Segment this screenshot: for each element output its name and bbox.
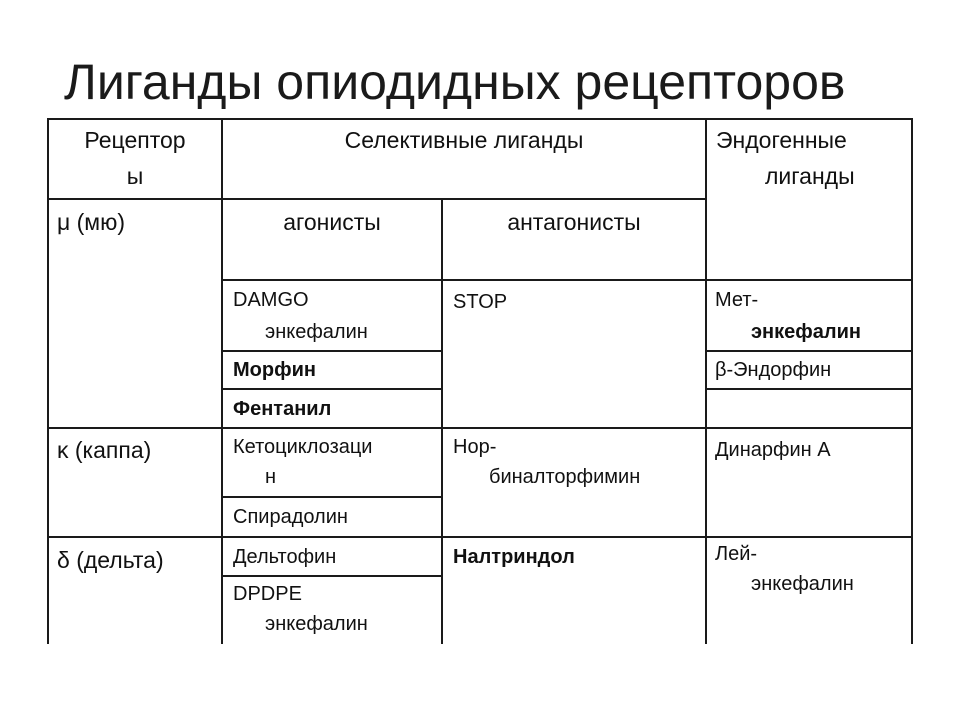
mu-endogenous-met-enkephalin: Мет- энкефалин xyxy=(715,289,861,343)
table-divider xyxy=(221,118,223,644)
delta-endogenous: Лей- энкефалин xyxy=(715,543,854,595)
table-divider xyxy=(221,496,443,498)
table-divider xyxy=(47,427,913,429)
kappa-agonist-ketocyclazocine: Кетоциклозаци н xyxy=(233,436,373,488)
receptor-mu: μ (мю) xyxy=(57,209,126,235)
kappa-endogenous: Динарфин А xyxy=(715,439,831,461)
table-divider xyxy=(47,198,707,200)
table-divider xyxy=(441,198,443,644)
table-border-top xyxy=(47,118,913,120)
header-selective-ligands: Селективные лиганды xyxy=(344,127,584,153)
table-divider xyxy=(705,388,913,390)
table-divider xyxy=(705,118,707,644)
header-receptors: Рецептор ы xyxy=(84,127,186,189)
delta-agonist-dpdpe: DPDPE энкефалин xyxy=(233,583,368,635)
mu-agonist-morphine: Морфин xyxy=(233,359,316,381)
table-divider xyxy=(221,575,443,577)
mu-agonist-damgo: DAMGO энкефалин xyxy=(233,289,368,343)
delta-agonist-deltorphin: Дельтофин xyxy=(233,546,337,568)
delta-antagonist: Налтриндол xyxy=(453,546,575,568)
receptor-kappa: κ (каппа) xyxy=(57,437,152,463)
header-endogenous-ligands: Эндогенные лиганды xyxy=(716,127,855,189)
receptor-delta: δ (дельта) xyxy=(57,547,164,573)
table-divider xyxy=(47,536,913,538)
mu-agonist-fentanyl: Фентанил xyxy=(233,398,332,420)
table-border-right xyxy=(911,118,913,644)
header-antagonists: антагонисты xyxy=(507,209,641,235)
kappa-antagonist: Нор- биналторфимин xyxy=(453,436,641,488)
header-agonists: агонисты xyxy=(283,209,381,235)
page-title: Лиганды опиодидных рецепторов xyxy=(64,54,846,110)
kappa-agonist-spiradoline: Спирадолин xyxy=(233,506,348,528)
mu-endogenous-beta-endorphin: β-Эндорфин xyxy=(715,359,832,381)
table-border-left xyxy=(47,118,49,644)
table-divider xyxy=(221,388,443,390)
table-divider xyxy=(221,279,913,281)
mu-antagonist: STOP xyxy=(453,291,508,313)
